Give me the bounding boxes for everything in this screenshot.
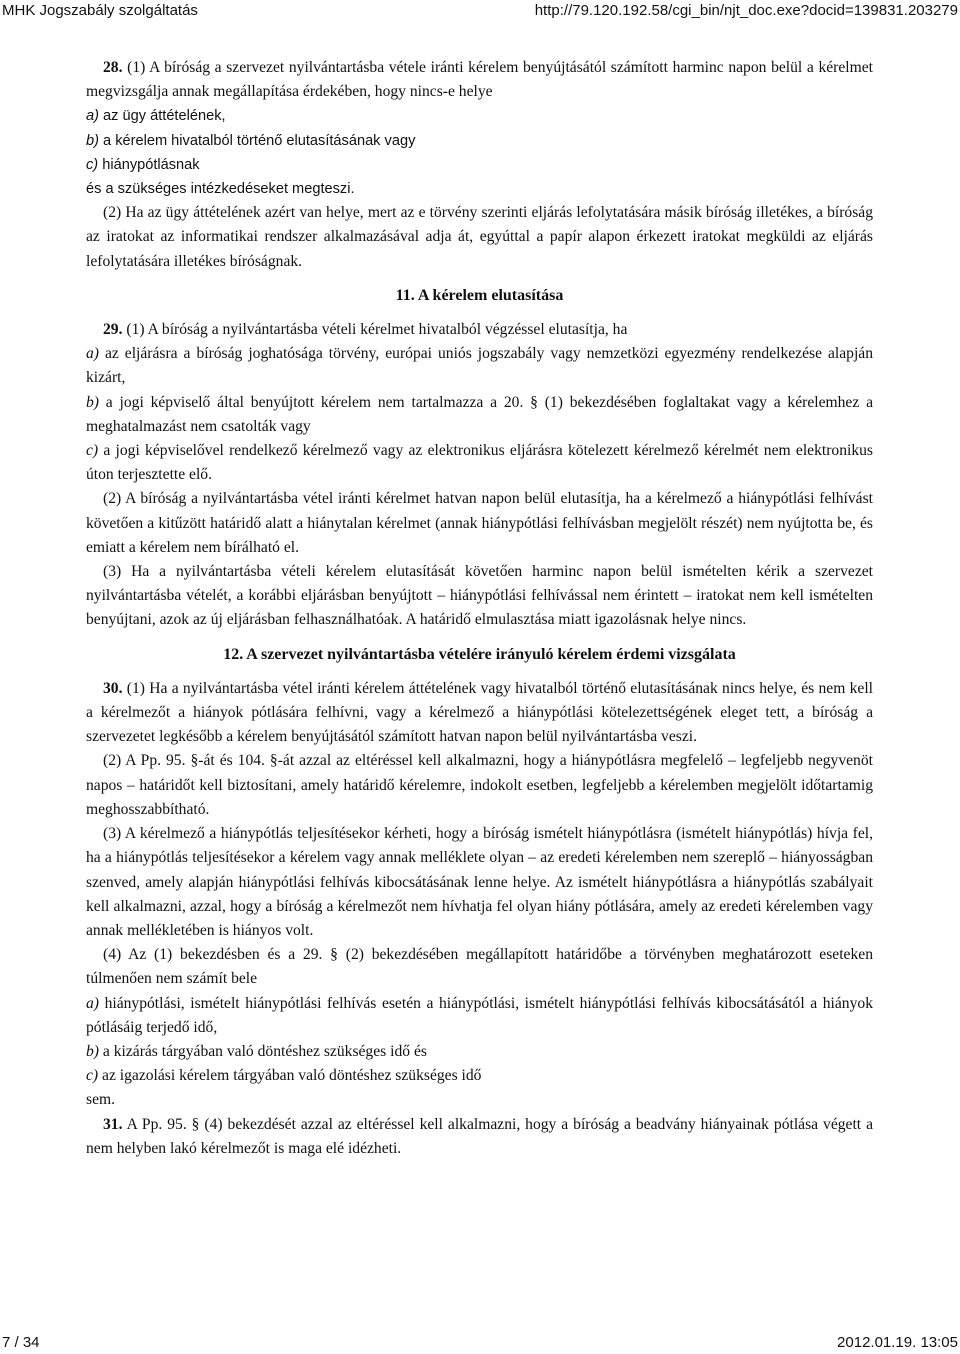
section-30-paragraph-3: (3) A kérelmező a hiánypótlás teljesítésekor kérheti, hogy a bíróság ismételt hiánypótlásra (ismételt hiánypótlás) hívja fel, ha a hiánypótlás teljesítésekor a kérelem vagy annak melléklete olyan – az eredeti kérelemben nem szereplő – hiányosságban szenved, amely alapján hiánypótlási felhívás kibocsátásának lenne helye. Az ismételt hiánypótlásra a hiánypótlás szabályait kell alkalmazni, azzal, hogy a bíróság a kérelmezőt nem hívhatja fel olyan hiány pótlására, amely az eredeti kérelemben vagy annak mellékletében is hiányos volt. [86,825,873,939]
section-30-paragraph-1: 30. (1) Ha a nyilvántartásba vétel iránti kérelem áttételének vagy hivatalból történő elutasításának nincs helye, és nem kell a kérelmezőt a hiányok pótlására felhívni, vagy a kérelmező a hiánypótlási kötelezettségének eleget tett, a bíróság a szervezetet legkésőbb a kérelem benyújtásától számított hatvan napon belül nyilvántartásba veszi. [86,679,873,746]
section-28-paragraph-1: 28. (1) A bíróság a szervezet nyilvántartásba vétele iránti kérelem benyújtásától számított harminc napon belül a kérelmet megvizsgálja annak megállapítása érdekében, hogy nincs-e helye [86,59,873,101]
list-item: b) a kizárás tárgyában való döntéshez szükséges idő és [86,1042,427,1060]
section-number: 31. [103,1115,123,1133]
page-header [0,0,960,22]
list-item: c) az igazolási kérelem tárgyában való döntéshez szükséges idő [86,1067,482,1085]
section-number: 28. [103,59,123,76]
header-url: http://79.120.192.58/cgi_bin/njt_doc.exe?docid=139831.203279 [534,2,958,19]
section-31-paragraph: 31. A Pp. 95. § (4) bekezdését azzal az eltéréssel kell alkalmazni, hogy a bíróság a beadvány hiányainak pótlása végett a nem helyben lakó kérelmezőt is maga elé idézheti. [86,1115,873,1157]
header-source: MHK Jogszabály szolgáltatás [2,2,198,19]
section-number: 29. [103,321,123,339]
heading-12: 12. A szervezet nyilvántartásba vételére irányuló kérelem érdemi vizsgálata [223,645,736,663]
document-body [86,56,873,1161]
page-footer [0,1332,960,1354]
page-number: 7 / 34 [2,1334,40,1351]
list-item: b) a jogi képviselő által benyújtott kérelem nem tartalmazza a 20. § (1) bekezdésében foglaltakat vagy a kérelemhez a meghatalmazást nem csatolták vagy [86,393,873,435]
section-29-paragraph-2: (2) A bíróság a nyilvántartásba vétel iránti kérelmet hatvan napon belül elutasítja, ha a kérelmező a hiánypótlási felhívást követően a kitűzött határidő alatt a hiánytalan kérelmet (annak hiánypótlási felhívásban megjelölt részét) nem nyújtotta be, és emiatt a kérelem nem bírálható el. [86,490,873,556]
list-item: c) a jogi képviselővel rendelkező kérelmező vagy az elektronikus eljárásra kötelezett kérelmező kérelmét nem elektronikus úton terjesztette elő. [86,442,873,484]
closing-text: és a szükséges intézkedéseket megteszi. [86,181,355,198]
closing-text: sem. [86,1091,116,1109]
list-item: a) az eljárásra a bíróság joghatósága törvény, európai uniós jogszabály vagy nemzetközi egyezmény rendelkezése alapján kizárt, [86,345,873,387]
list-item: c) hiánypótlásnak [86,156,200,173]
section-30-paragraph-4: (4) Az (1) bekezdésben és a 29. § (2) bekezdésében megállapított határidőbe a törvényben meghatározott eseteken túlmenően nem számít bele [86,946,873,988]
list-item: a) hiánypótlási, ismételt hiánypótlási felhívás esetén a hiánypótlási, ismételt hiánypótlási felhívás kibocsátásától a hiányok pótlásáig terjedő idő, [86,994,873,1036]
section-29-paragraph-1: 29. (1) A bíróság a nyilvántartásba vételi kérelmet hivatalból végzéssel elutasítja, ha [103,321,628,339]
list-item: b) a kérelem hivatalból történő elutasításának vagy [86,132,416,149]
heading-11: 11. A kérelem elutasítása [395,286,564,304]
section-29-paragraph-3: (3) Ha a nyilvántartásba vételi kérelem elutasítását követően harminc napon belül ismételten kérik a szervezet nyilvántartásba vételét, a korábbi eljárásban benyújtott – hiánypótlási felhívással nem érintett – iratokat nem kell ismételten benyújtani, azok az új eljárásban felhasználhatóak. A határidő elmulasztása miatt igazolásnak helye nincs. [86,563,873,629]
print-timestamp: 2012.01.19. 13:05 [837,1334,958,1351]
list-item: a) az ügy áttételének, [86,108,226,125]
section-number: 30. [103,679,123,697]
section-30-paragraph-2: (2) A Pp. 95. §-át és 104. §-át azzal az eltéréssel kell alkalmazni, hogy a hiánypótlásra megfelelő – legfeljebb negyvenöt napos – határidőt kell biztosítani, amely határidő kérelemre, indokolt esetben, legfeljebb a kérelemben megjelölt időtartamig meghosszabbítható. [86,752,873,818]
section-28-paragraph-2: (2) Ha az ügy áttételének azért van helye, mert az e törvény szerinti eljárás lefolytatására másik bíróság illetékes, a bíróság az iratokat az informatikai rendszer alkalmazásával adja át, egyúttal a papír alapon érkezett iratokat megküldi az eljárás lefolytatására illetékes bíróságnak. [86,204,873,270]
